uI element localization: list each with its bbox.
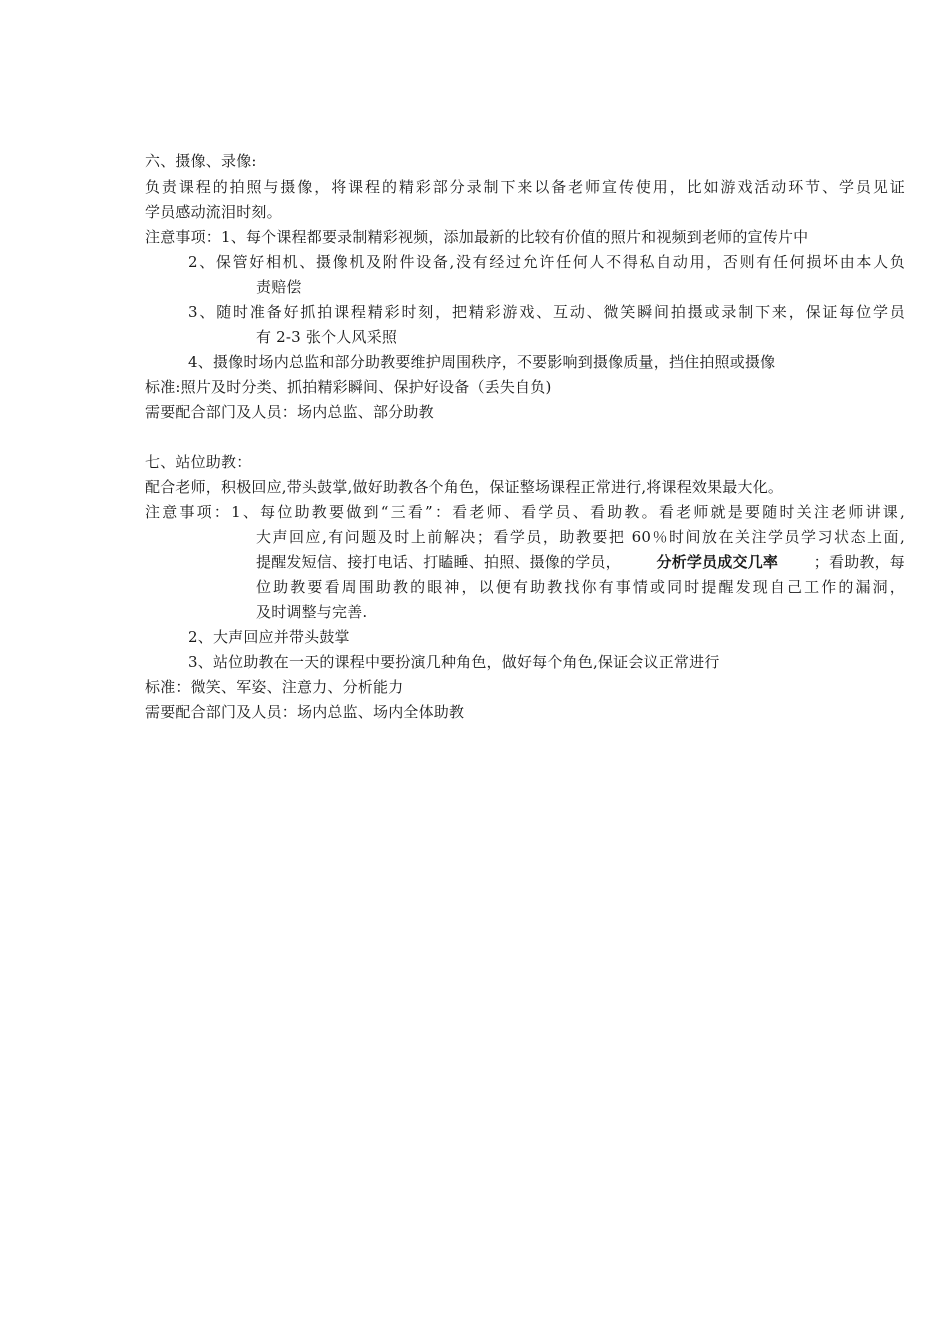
section-6-cooperation: 需要配合部门及人员：场内总监、部分助教 xyxy=(145,403,434,421)
section-6-standard: 标准:照片及时分类、抓拍精彩瞬间、保护好设备（丢失自负) xyxy=(145,378,552,396)
section-7-heading: 七、站位助教： xyxy=(145,453,252,471)
section-7-note-1-line-4: 位助教要看周围助教的眼神，以便有助教找你有事情或同时提醒发现自己工作的漏洞， xyxy=(256,578,905,596)
section-7-standard: 标准：微笑、军姿、注意力、分析能力 xyxy=(145,678,404,696)
section-7-desc: 配合老师，积极回应,带头鼓掌,做好助教各个角色，保证整场课程正常进行,将课程效果最大化。 xyxy=(145,478,784,496)
section-6-note-2-line-1: 2、保管好相机、摄像机及附件设备,没有经过允许任何人不得私自动用，否则有任何损坏由本人负 xyxy=(188,253,905,271)
section-7-note-2: 2、大声回应并带头鼓掌 xyxy=(188,628,350,646)
section-7-note-1-line-3-end: ；看助教，每 xyxy=(813,553,905,571)
section-7-note-1-line-5: 及时调整与完善. xyxy=(256,603,368,621)
section-6-note-4: 4、摄像时场内总监和部分助教要维护周围秩序，不要影响到摄像质量，挡住拍照或摄像 xyxy=(188,353,776,371)
section-7-note-3: 3、站位助教在一天的课程中要扮演几种角色，做好每个角色,保证会议正常进行 xyxy=(188,653,720,671)
section-6-note-1: 注意事项：1、每个课程都要录制精彩视频，添加最新的比较有价值的照片和视频到老师的宣传片中 xyxy=(145,228,809,246)
section-6-desc-line-1: 负责课程的拍照与摄像，将课程的精彩部分录制下来以备老师宣传使用，比如游戏活动环节、学员见证 xyxy=(145,178,905,196)
section-6-desc-line-2: 学员感动流泪时刻。 xyxy=(145,203,282,221)
section-7-note-1-line-2: 大声回应,有问题及时上前解决；看学员，助教要把 60％时间放在关注学员学习状态上面, xyxy=(256,528,905,546)
section-6-note-3-line-2: 有 2-3 张个人风采照 xyxy=(256,328,398,346)
section-6-note-3-line-1: 3、随时准备好抓拍课程精彩时刻，把精彩游戏、互动、微笑瞬间拍摄或录制下来，保证每位学员 xyxy=(188,303,905,321)
emphasis-analyze-conversion-rate: 分析学员成交几率 xyxy=(656,553,779,571)
section-7-cooperation: 需要配合部门及人员：场内总监、场内全体助教 xyxy=(145,703,465,721)
section-7-note-1-line-3 xyxy=(256,552,905,572)
section-6-heading: 六、摄像、录像: xyxy=(145,152,257,170)
section-7-note-1-line-3-start: 提醒发短信、接打电话、打瞌睡、拍照、摄像的学员， xyxy=(256,553,621,571)
section-6-note-2-line-2: 责赔偿 xyxy=(256,278,302,296)
section-7-note-1-line-1: 注意事项：1、每位助教要做到“三看”：看老师、看学员、看助教。看老师就是要随时关注老师讲课, xyxy=(145,503,905,521)
